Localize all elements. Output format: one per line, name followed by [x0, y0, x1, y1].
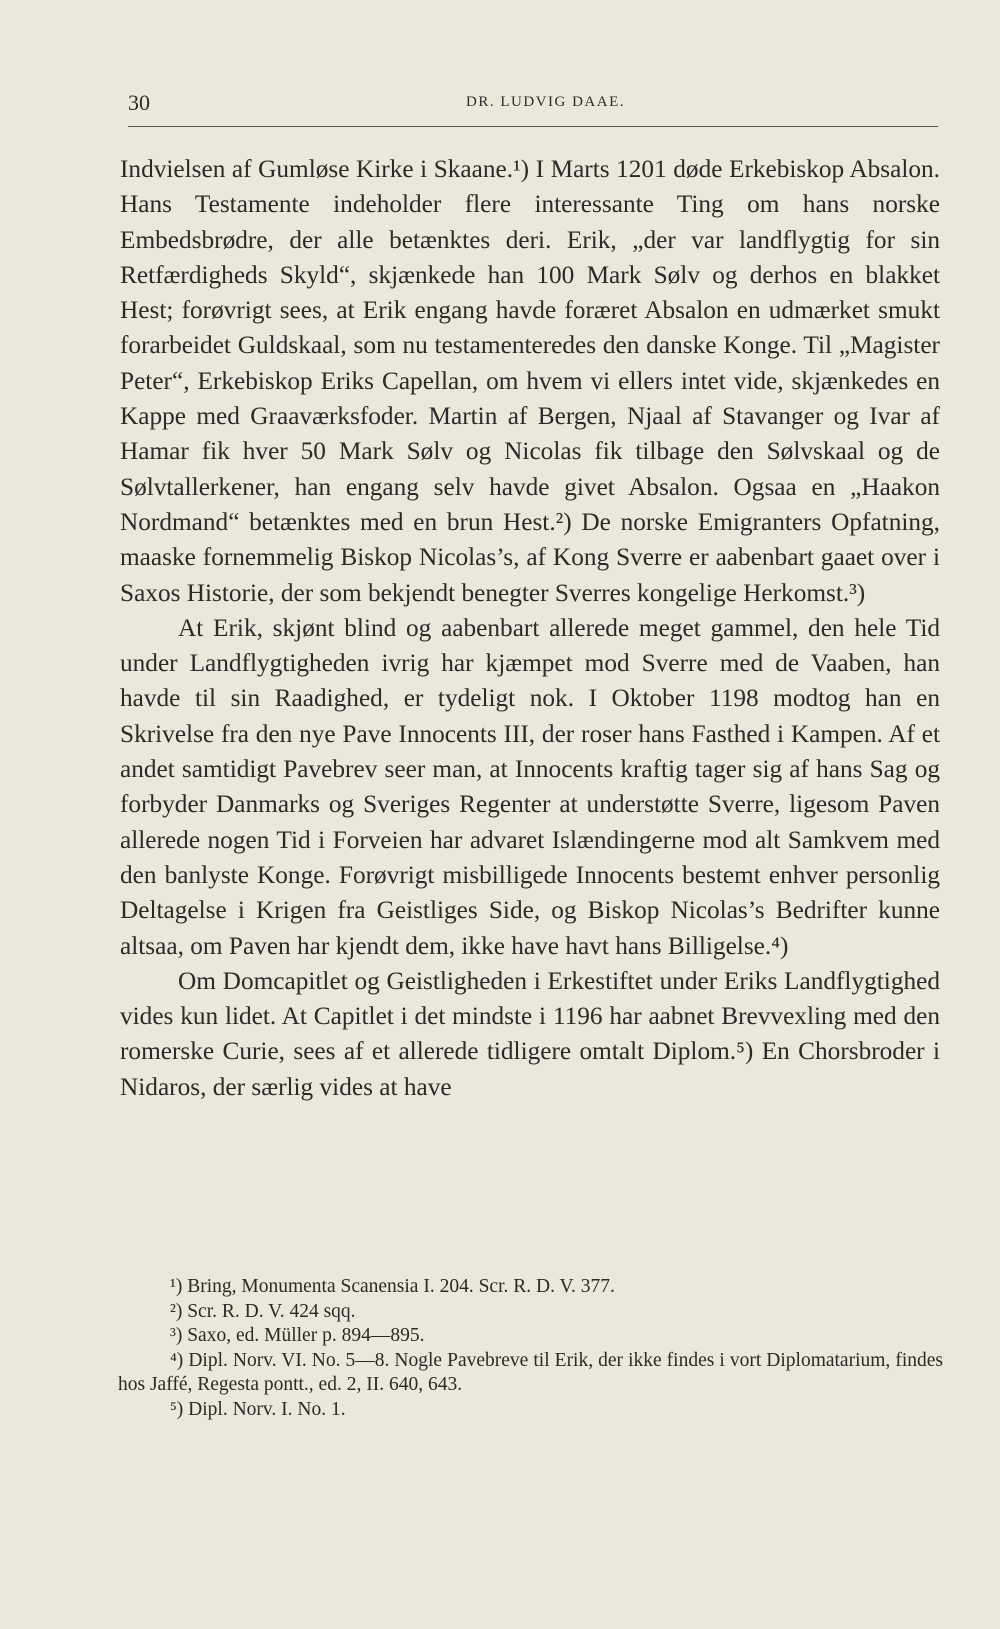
- footnotes: [118, 1275, 943, 1422]
- running-head: DR. LUDVIG DAAE.: [466, 94, 625, 110]
- footnote-2: ²) Scr. R. D. V. 424 sqq.: [170, 1300, 356, 1322]
- footnote-4: ⁴) Dipl. Norv. VI. No. 5—8. Nogle Pavebreve til Erik, der ikke findes i vort Diplomatarium, findes hos Jaffé, Regesta pontt., ed. 2, II. 640, 643.: [118, 1349, 943, 1395]
- paragraph-2: At Erik, skjønt blind og aabenbart allerede meget gammel, den hele Tid under Landflygtigheden ivrig har kjæmpet mod Sverre med de Vaaben, han havde til sin Raadighed, er tydeligt nok. I Oktober 1198 modtog han en Skrivelse fra den nye Pave Innocents III, der roser hans Fasthed i Kampen. Af et andet samtidigt Pavebrev seer man, at Innocents kraftig tager sig af hans Sag og forbyder Danmarks og Sveriges Regenter at understøtte Sverre, ligesom Paven allerede nogen Tid i Forveien har advaret Islændingerne mod alt Samkvem med den banlyste Konge. Forøvrigt misbilligede Innocents bestemt enhver personlig Deltagelse i Krigen fra Geistliges Side, og Biskop Nicolas’s Bedrifter kunne altsaa, om Paven har kjendt dem, ikke have havt hans Billigelse.⁴): [120, 613, 940, 960]
- page-header: [128, 86, 938, 127]
- footnote-5: ⁵) Dipl. Norv. I. No. 1.: [170, 1398, 346, 1420]
- page-number: 30: [128, 90, 150, 115]
- footnote-1: ¹) Bring, Monumenta Scanensia I. 204. Scr. R. D. V. 377.: [170, 1276, 615, 1297]
- paragraph-3: Om Domcapitlet og Geistligheden i Erkestiftet under Eriks Landflygtighed vides kun lidet. At Capitlet i det mindste i 1196 har aabnet Brevvexling med den romerske Curie, sees af et allerede tidligere omtalt Diplom.⁵) En Chorsbroder i Nidaros, der særlig vides at have: [120, 966, 940, 1101]
- footnote-3: ³) Saxo, ed. Müller p. 894—895.: [170, 1325, 425, 1346]
- paragraph-1: Indvielsen af Gumløse Kirke i Skaane.¹) I Marts 1201 døde Erkebiskop Absalon. Hans Testamente indeholder flere interessante Ting om hans norske Embedsbrødre, der alle betænktes deri. Erik, „der var landflygtig for sin Retfærdigheds Skyld“, skjænkede han 100 Mark Sølv og derhos en blakket Hest; forøvrigt sees, at Erik engang havde foræret Absalon en udmærket smukt forarbeidet Guldskaal, som nu testamenteredes den danske Konge. Til „Magister Peter“, Erkebiskop Eriks Capellan, om hvem vi ellers intet vide, skjænkedes en Kappe med Graaværksfoder. Martin af Bergen, Njaal af Stavanger og Ivar af Hamar fik hver 50 Mark Sølv og Nicolas fik tilbage den Sølvskaal og de Sølvtallerkener, han engang selv havde givet Absalon. Ogsaa en „Haakon Nordmand“ betænktes med en brun Hest.²) De norske Emigranters Opfatning, maaske fornemmelig Biskop Nicolas’s, af Kong Sverre er aabenbart gaaet over i Saxos Historie, der som bekjendt benegter Sverres kongelige Herkomst.³): [120, 155, 940, 607]
- body-text: [120, 152, 940, 1105]
